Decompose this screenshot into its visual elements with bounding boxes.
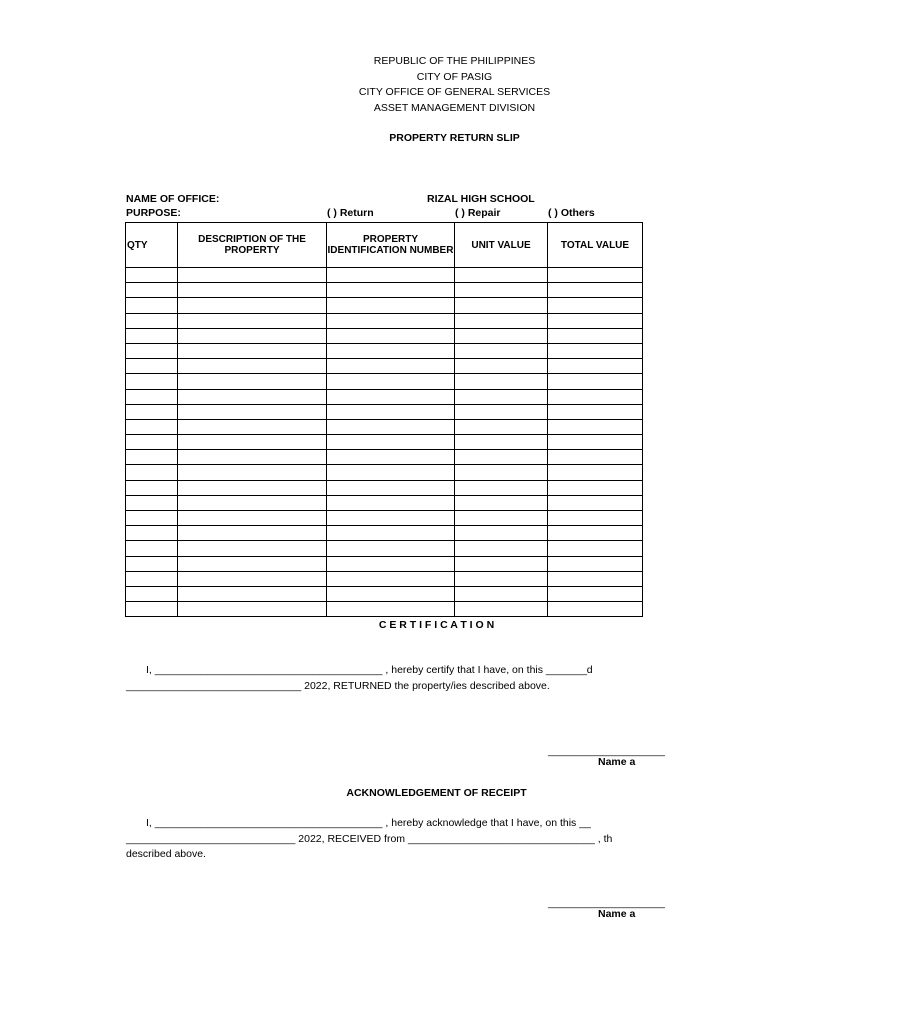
table-cell	[548, 511, 643, 526]
table-cell	[126, 450, 178, 465]
purpose-label: PURPOSE:	[126, 207, 181, 219]
table-row	[126, 495, 643, 510]
table-cell	[178, 571, 327, 586]
table-cell	[548, 419, 643, 434]
table-cell	[178, 389, 327, 404]
table-row	[126, 374, 643, 389]
header-division: ASSET MANAGEMENT DIVISION	[373, 101, 536, 114]
table-cell	[455, 283, 548, 298]
table-row	[126, 343, 643, 358]
table-cell	[548, 359, 643, 374]
table-cell	[178, 541, 327, 556]
table-cell	[126, 298, 178, 313]
table-cell	[455, 298, 548, 313]
property-table	[125, 222, 643, 617]
table-cell	[178, 480, 327, 495]
table-cell	[126, 465, 178, 480]
table-cell	[126, 556, 178, 571]
table-cell	[126, 602, 178, 617]
certification-title: C E R T I F I C A T I O N	[378, 619, 495, 631]
table-cell	[548, 450, 643, 465]
table-cell	[455, 586, 548, 601]
table-cell	[548, 313, 643, 328]
table-cell	[548, 495, 643, 510]
table-cell	[548, 343, 643, 358]
col-header-description: DESCRIPTION OF THE PROPERTY	[178, 223, 327, 268]
table-row	[126, 404, 643, 419]
table-row	[126, 465, 643, 480]
table-cell	[126, 374, 178, 389]
table-cell	[455, 450, 548, 465]
table-cell	[126, 268, 178, 283]
table-cell	[455, 495, 548, 510]
table-cell	[327, 541, 455, 556]
table-row	[126, 328, 643, 343]
table-cell	[327, 268, 455, 283]
table-row	[126, 435, 643, 450]
table-cell	[548, 602, 643, 617]
table-header-row	[126, 223, 643, 268]
office-label: NAME OF OFFICE:	[126, 193, 220, 205]
table-cell	[178, 511, 327, 526]
table-cell	[126, 313, 178, 328]
table-cell	[548, 283, 643, 298]
table-cell	[455, 541, 548, 556]
header-republic: REPUBLIC OF THE PHILIPPINES	[373, 55, 536, 67]
header-office: CITY OFFICE OF GENERAL SERVICES	[358, 86, 551, 98]
table-row	[126, 556, 643, 571]
purpose-option-others: ( ) Others	[548, 207, 595, 219]
table-row	[126, 511, 643, 526]
table-cell	[126, 343, 178, 358]
table-cell	[178, 419, 327, 434]
header-block	[0, 54, 909, 116]
table-cell	[548, 374, 643, 389]
table-row	[126, 571, 643, 586]
table-cell	[327, 602, 455, 617]
table-cell	[327, 495, 455, 510]
table-row	[126, 283, 643, 298]
table-cell	[455, 511, 548, 526]
form-title: PROPERTY RETURN SLIP	[389, 132, 520, 144]
table-cell	[126, 389, 178, 404]
table-row	[126, 389, 643, 404]
table-cell	[327, 556, 455, 571]
certification-signature-label: Name a	[598, 756, 636, 768]
table-cell	[548, 298, 643, 313]
table-cell	[548, 556, 643, 571]
table-cell	[548, 389, 643, 404]
table-cell	[327, 359, 455, 374]
table-cell	[178, 404, 327, 419]
table-cell	[126, 495, 178, 510]
table-cell	[455, 526, 548, 541]
table-cell	[548, 268, 643, 283]
table-row	[126, 268, 643, 283]
table-cell	[455, 404, 548, 419]
table-body	[126, 268, 643, 617]
table-row	[126, 419, 643, 434]
table-cell	[178, 359, 327, 374]
table-cell	[327, 343, 455, 358]
table-cell	[178, 602, 327, 617]
table-cell	[327, 435, 455, 450]
table-cell	[548, 526, 643, 541]
table-cell	[548, 404, 643, 419]
header-city: CITY OF PASIG	[416, 70, 493, 83]
table-cell	[455, 435, 548, 450]
table-cell	[548, 571, 643, 586]
table-cell	[327, 586, 455, 601]
table-cell	[126, 435, 178, 450]
table-cell	[327, 298, 455, 313]
table-cell	[178, 374, 327, 389]
table-cell	[327, 404, 455, 419]
table-cell	[178, 495, 327, 510]
table-row	[126, 298, 643, 313]
table-row	[126, 526, 643, 541]
table-cell	[178, 435, 327, 450]
table-cell	[178, 328, 327, 343]
purpose-option-return: ( ) Return	[327, 207, 374, 219]
table-cell	[178, 283, 327, 298]
table-cell	[126, 541, 178, 556]
table-row	[126, 313, 643, 328]
table-cell	[455, 268, 548, 283]
col-header-qty: QTY	[126, 223, 178, 268]
table-cell	[455, 328, 548, 343]
table-cell	[455, 343, 548, 358]
table-cell	[548, 435, 643, 450]
table-cell	[327, 571, 455, 586]
table-cell	[327, 283, 455, 298]
table-cell	[327, 419, 455, 434]
acknowledgement-signature-line: ____________________	[548, 897, 665, 909]
acknowledgement-title: ACKNOWLEDGEMENT OF RECEIPT	[346, 787, 527, 799]
table-cell	[126, 586, 178, 601]
table-cell	[178, 450, 327, 465]
table-cell	[178, 526, 327, 541]
acknowledgement-line-1: I, _______________________________________ , hereby acknowledge that I have, on this __	[146, 817, 591, 829]
table-cell	[455, 313, 548, 328]
table-cell	[455, 602, 548, 617]
table-cell	[178, 313, 327, 328]
table-cell	[327, 465, 455, 480]
acknowledgement-line-3: described above.	[126, 848, 206, 860]
table-cell	[327, 526, 455, 541]
table-row	[126, 450, 643, 465]
table-cell	[178, 556, 327, 571]
table-cell	[178, 465, 327, 480]
table-cell	[126, 480, 178, 495]
table-cell	[327, 328, 455, 343]
table-cell	[327, 480, 455, 495]
table-cell	[548, 465, 643, 480]
certification-line-2: ______________________________ 2022, RETURNED the property/ies described above.	[126, 680, 550, 692]
table-cell	[178, 586, 327, 601]
certification-line-1: I, _______________________________________ , hereby certify that I have, on this _______d	[146, 664, 593, 676]
acknowledgement-signature-label: Name a	[598, 908, 636, 920]
table-cell	[178, 343, 327, 358]
table-cell	[178, 298, 327, 313]
table-row	[126, 602, 643, 617]
table-cell	[548, 480, 643, 495]
table-cell	[327, 374, 455, 389]
table-cell	[548, 328, 643, 343]
table-cell	[126, 404, 178, 419]
table-cell	[455, 374, 548, 389]
purpose-option-repair: ( ) Repair	[455, 207, 501, 219]
table-cell	[455, 480, 548, 495]
certification-signature-line: ____________________	[548, 745, 665, 757]
table-cell	[455, 556, 548, 571]
col-header-property-id: PROPERTY IDENTIFICATION NUMBER	[327, 223, 455, 268]
table-cell	[126, 571, 178, 586]
table-cell	[327, 511, 455, 526]
table-cell	[455, 419, 548, 434]
table-cell	[126, 328, 178, 343]
table-cell	[548, 586, 643, 601]
table-cell	[126, 419, 178, 434]
table-cell	[455, 389, 548, 404]
table-cell	[327, 313, 455, 328]
table-cell	[455, 359, 548, 374]
table-cell	[455, 465, 548, 480]
table-row	[126, 586, 643, 601]
table-cell	[126, 283, 178, 298]
col-header-unit-value: UNIT VALUE	[455, 223, 548, 268]
table-cell	[327, 389, 455, 404]
table-cell	[178, 268, 327, 283]
acknowledgement-line-2: _____________________________ 2022, RECEIVED from ________________________________ , th	[126, 833, 613, 845]
office-value: RIZAL HIGH SCHOOL	[427, 193, 535, 205]
table-cell	[548, 541, 643, 556]
table-cell	[327, 450, 455, 465]
table-row	[126, 541, 643, 556]
table-cell	[126, 526, 178, 541]
col-header-total-value: TOTAL VALUE	[548, 223, 643, 268]
table-cell	[126, 511, 178, 526]
table-cell	[126, 359, 178, 374]
table-row	[126, 480, 643, 495]
table-row	[126, 359, 643, 374]
table-cell	[455, 571, 548, 586]
